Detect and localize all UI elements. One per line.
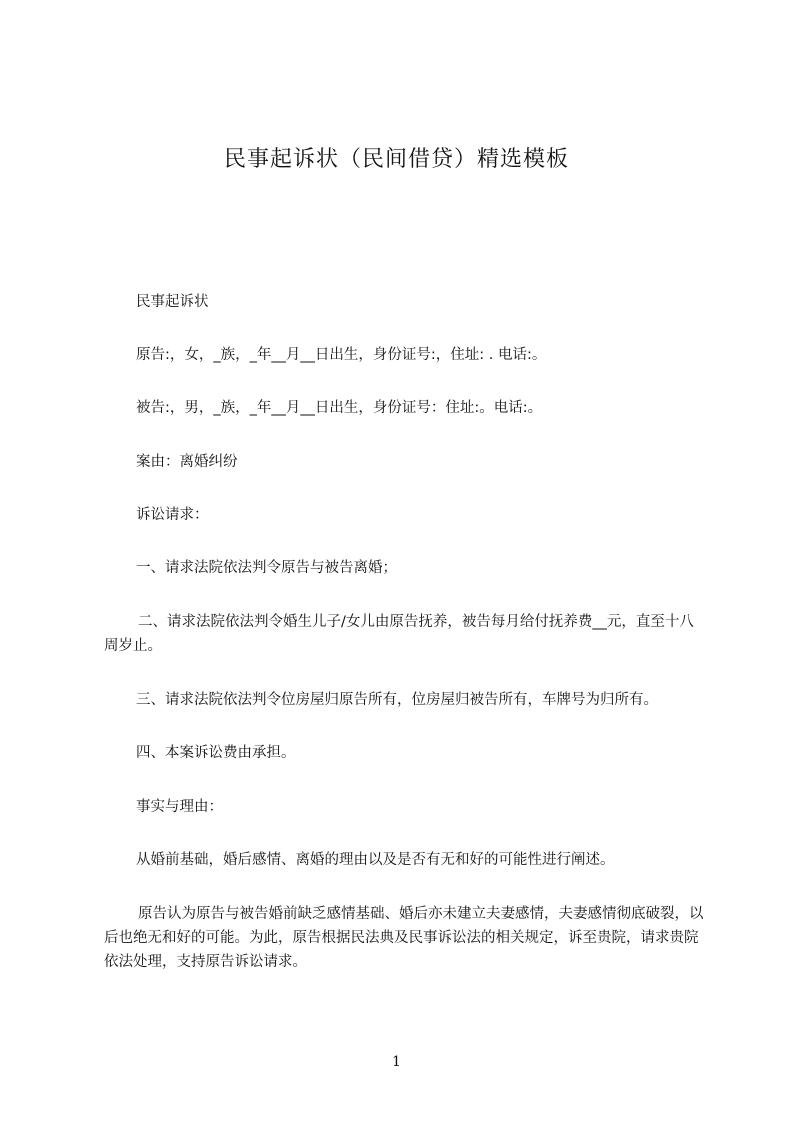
paragraph-claims-heading: 诉讼请求： [136, 507, 209, 523]
paragraph-facts-body: 原告认为原告与被告婚前缺乏感情基础、婚后亦未建立夫妻感情，夫妻感情彻底破裂，以后也绝无和好的可能。为此，原告根据民法典及民事诉讼法的相关规定，诉至贵院，请求贵院依法处理，支持原告诉讼请求。 [104, 906, 704, 970]
page-number: 1 [392, 1054, 401, 1070]
paragraph-heading: 民事起诉状 [136, 294, 209, 310]
paragraph-facts-heading: 事实与理由： [136, 799, 223, 815]
document-title: 民事起诉状（民间借贷）精选模板 [223, 147, 569, 172]
paragraph-claim-1: 一、请求法院依法判令原告与被告离婚； [136, 560, 397, 576]
paragraph-facts-intro: 从婚前基础，婚后感情、离婚的理由以及是否有无和好的可能性进行阐述。 [136, 852, 615, 868]
paragraph-claim-2: 二、请求法院依法判令婚生儿子/女儿由原告抚养，被告每月给付抚养费__元，直至十八周岁止。 [104, 614, 694, 654]
paragraph-plaintiff: 原告:，女，_族，_年__月__日出生，身份证号:，住址: . 电话:。 [136, 347, 547, 363]
paragraph-claim-4: 四、本案诉讼费由承担。 [136, 745, 296, 761]
paragraph-claim-3: 三、请求法院依法判令位房屋归原告所有，位房屋归被告所有，车牌号为归所有。 [136, 692, 658, 708]
paragraph-cause: 案由：离婚纠纷 [136, 454, 238, 470]
paragraph-defendant: 被告:，男，_族，_年__月__日出生，身份证号：住址:。电话:。 [136, 400, 543, 416]
